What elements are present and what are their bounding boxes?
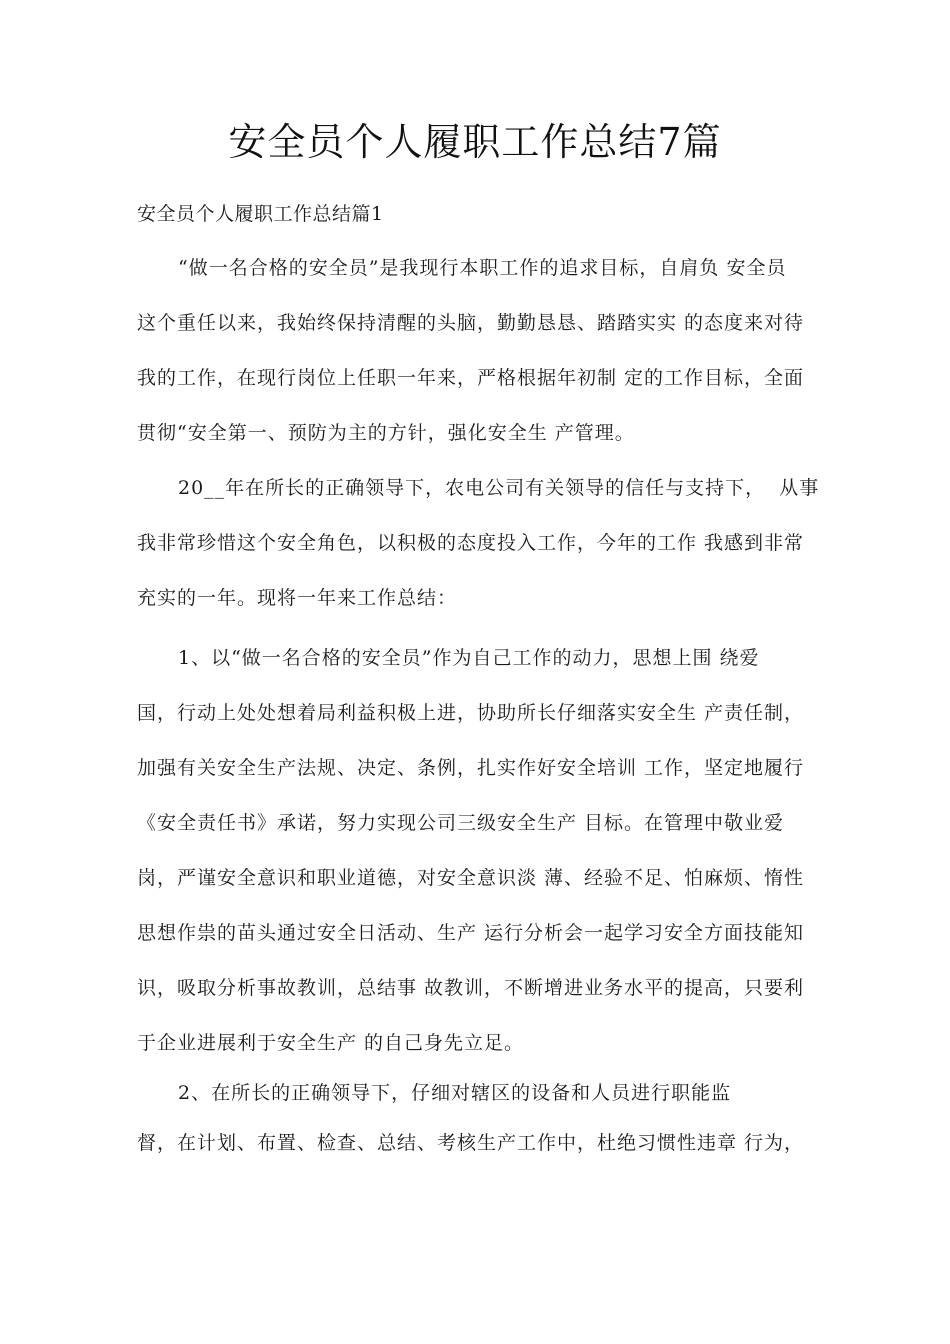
body-line: “做一名合格的安全员”是我现行本职工作的追求目标，自肩负 安全员: [178, 257, 787, 279]
body-line: 国，行动上处处想着局利益积极上进，协助所长仔细落实安全生 产责任制，: [137, 702, 805, 724]
body-line: 我非常珍惜这个安全角色，以积极的态度投入工作，今年的工作 我感到非常: [137, 532, 805, 554]
body-line: 2、在所长的正确领导下，仔细对辖区的设备和人员进行职能监: [178, 1082, 732, 1104]
body-line: 岗，严谨安全意识和职业道德，对安全意识淡 薄、经验不足、怕麻烦、惰性: [137, 867, 805, 889]
body-line: 于企业进展利于安全生产 的自己身先立足。: [137, 1032, 525, 1054]
body-line: 《安全责任书》承诺，努力实现公司三级安全生产 目标。在管理中敬业爱: [137, 812, 785, 834]
body-line: 贯彻“安全第一、预防为主的方针，强化安全生 产管理。: [137, 422, 635, 444]
document-title: 安全员个人履职工作总结7篇: [228, 120, 722, 164]
body-line: 识，吸取分析事故教训，总结事 故教训，不断增进业务水平的提高，只要利: [137, 977, 805, 999]
body-line: 20__年在所长的正确领导下，农电公司有关领导的信任与支持下， 从事: [178, 477, 820, 499]
body-line: 这个重任以来，我始终保持清醒的头脑，勤勤恳恳、踏踏实实 的态度来对待: [137, 312, 805, 334]
body-line: 思想作祟的苗头通过安全日活动、生产 运行分析会一起学习安全方面技能知: [137, 922, 805, 944]
section-heading: 安全员个人履职工作总结篇1: [137, 203, 384, 225]
body-line: 充实的一年。现将一年来工作总结：: [137, 587, 458, 609]
body-line: 加强有关安全生产法规、决定、条例，扎实作好安全培训 工作，坚定地履行: [137, 757, 805, 779]
body-line: 1、以“做一名合格的安全员”作为自己工作的动力，思想上围 绕爱: [178, 647, 760, 669]
body-line: 督，在计划、布置、检查、总结、考核生产工作中，杜绝习惯性违章 行为，: [137, 1132, 805, 1154]
body-line: 我的工作，在现行岗位上任职一年来，严格根据年初制 定的工作目标，全面: [137, 367, 805, 389]
